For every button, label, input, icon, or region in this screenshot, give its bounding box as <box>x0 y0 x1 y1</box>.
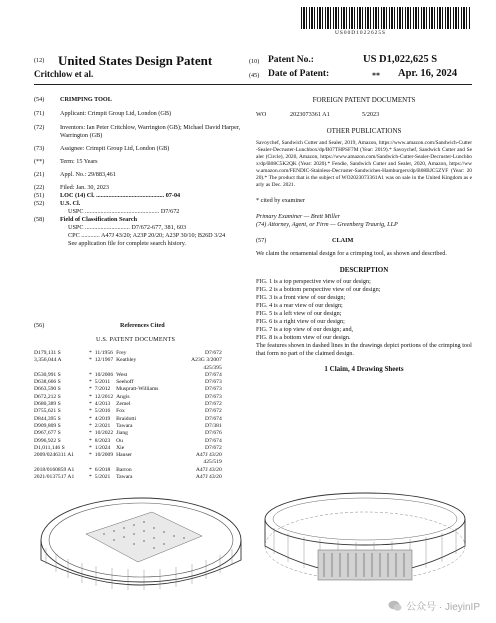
ref-star: * <box>89 408 92 415</box>
ref-name <box>116 459 191 466</box>
claims-summary: 1 Claim, 4 Drawing Sheets <box>324 365 404 373</box>
ref-name: Angis <box>116 393 130 400</box>
ref-star: * <box>89 474 92 481</box>
ref-date: 5/2011 <box>94 379 111 386</box>
ref-class: D7/673 <box>204 386 222 393</box>
figure-list <box>256 278 472 342</box>
other-publications: Savoychef, Sandwich Cutter and Sealer, 2019, Amazon, https://www.amazon.com/Sandwich-Cutter-Sealer-Decruster-Lunchbox/dp/B07THPSF7M (Year: 2019).* Savoychef, Sandwich Cutter and Sealer (Circle), 2020, Amazon, https://www.amazon.com/Sandwich-Cutter-Sealer-Decruster-Lunchbox/dp/B08C5K2QK (Year: 2020).* Fendie, Sandwich Cutter and Sealer, 2020, Amazon, https://www.amazon.com/FENDIC-Stainless-Decruster-Sandwiches-Hamburgers/dp/B08BJC5ZYF (Year: 2020).* The product that is the subject of WO2023073361A1 was on sale in the United Kingdom as early as Dec. 2021. <box>256 140 472 188</box>
field-51: (51) LOC (14) Cl. ............................................ 07-04 <box>34 192 181 199</box>
field-52-uspc: USPC ................................................ D7/672 <box>68 208 180 215</box>
refs-subtitle: U.S. PATENT DOCUMENTS <box>96 336 176 343</box>
ref-number: 3,356,044 A <box>34 357 62 364</box>
ref-number: D755,621 S <box>34 408 61 415</box>
ref-date <box>95 459 116 466</box>
date-stars: ** <box>372 71 380 80</box>
reference-row <box>34 394 225 401</box>
reference-row <box>34 365 225 372</box>
reference-row <box>34 386 225 393</box>
ref-name: Fox <box>116 408 125 415</box>
ref-date: 10/2022 <box>94 430 114 437</box>
ref-name: Barron <box>116 466 132 473</box>
ref-name: Jiang <box>116 430 128 437</box>
ref-star: * <box>89 444 92 451</box>
ref-date: 10/2006 <box>94 371 114 378</box>
fig-item: FIG. 6 is a right view of our design; <box>256 318 345 325</box>
field-term: (**) Term: 15 Years <box>34 158 98 165</box>
ref-star: * <box>89 401 92 408</box>
reference-row <box>34 452 225 459</box>
ref-class: A47J 43/20 <box>195 466 222 473</box>
ref-class: D7/672 <box>204 350 222 356</box>
dashed-lines-note: The features shown in dashed lines in the drawings depict portions of the crimping tool that form no part of the claimed design. <box>256 342 472 357</box>
ref-star: * <box>89 466 92 473</box>
date-label: Date of Patent: <box>268 69 330 79</box>
fig-item: FIG. 3 is a front view of our design; <box>256 294 346 301</box>
field-58-cpc: CPC ............ A47J 43/20; A23P 20/20; A23P 30/10; B26D 3/24 <box>68 232 226 239</box>
ref-star: * <box>89 452 92 459</box>
ref-date: 4/2019 <box>94 415 111 422</box>
ref-number: D179,131 S <box>34 350 61 356</box>
claim-text: We claim the ornamental design for a crimping tool, as shown and described. <box>256 250 447 257</box>
reference-row <box>34 467 225 474</box>
code-10: (10) <box>249 58 260 65</box>
ref-star: * <box>89 415 92 422</box>
code-12: (12) <box>34 57 45 64</box>
field-21: (21) Appl. No.: 29/883,461 <box>34 171 116 178</box>
patent-number: US D1,022,625 S <box>363 54 438 65</box>
ref-name: Braidotti <box>116 415 137 422</box>
ref-number: D967,677 S <box>34 430 61 437</box>
fig-item: FIG. 1 is a top perspective view of our design; <box>256 278 371 285</box>
ref-class: D7/673 <box>204 393 222 400</box>
field-58: (58) Field of Classification Search <box>34 216 138 223</box>
fig-item: FIG. 2 is a bottom perspective view of our design; <box>256 286 381 293</box>
field-58-uspc: USPC ............................. D7/672-677, 381, 603 <box>68 224 187 231</box>
patent-no-label: Patent No.: <box>268 55 314 65</box>
fig-item: FIG. 4 is a rear view of our design; <box>256 302 343 309</box>
ref-star: * <box>89 393 92 400</box>
foreign-row: WO 2023073361 A1 5/2023 <box>256 111 380 118</box>
ref-class: A47J 43/20 <box>195 452 222 459</box>
ref-date: 8/2023 <box>94 437 111 444</box>
ref-class: A23G 3/2007 <box>191 357 222 364</box>
ref-star: * <box>89 437 92 444</box>
reference-row <box>34 408 225 415</box>
ref-name: Zemel <box>116 401 131 408</box>
ref-star: * <box>89 371 92 378</box>
ref-date: 11/1956 <box>94 350 113 356</box>
reference-row <box>34 423 225 430</box>
refs-title: References Cited <box>120 322 165 329</box>
watermark-text: 公众号 · JieyinIP <box>406 602 480 613</box>
field-71: (71) Applicant: Crimpit Group Ltd, London (GB) <box>34 110 172 117</box>
ref-number: 2009/0246311 A1 <box>34 452 75 459</box>
ref-number: D996,922 S <box>34 437 61 444</box>
ref-number: 2018/0160859 A1 <box>34 466 75 473</box>
ref-number: D672,212 S <box>34 393 61 400</box>
field-58-note: See application file for complete search history. <box>68 240 186 247</box>
ref-date: 1/2024 <box>94 444 111 451</box>
code-45: (45) <box>249 72 260 79</box>
refs-code: (56) <box>34 322 45 329</box>
ref-date <box>95 365 116 372</box>
other-title: OTHER PUBLICATIONS <box>326 127 402 135</box>
ref-name: Ou <box>116 437 123 444</box>
reference-row <box>34 445 225 452</box>
ref-date: 6/2018 <box>94 466 111 473</box>
ref-class: A47J 43/20 <box>195 474 222 481</box>
chat-bubble-icon <box>388 600 402 612</box>
left-column <box>34 96 248 248</box>
ref-class: D7/672 <box>204 444 222 451</box>
ref-class: 425/395 <box>203 364 222 371</box>
reference-row <box>34 357 225 364</box>
ref-class: D7/672 <box>204 401 222 408</box>
document-title: United States Design Patent <box>58 53 213 68</box>
barcode-text: US00D1022625S <box>335 30 387 36</box>
fig-item: FIG. 8 is a bottom view of our design. <box>256 334 351 341</box>
claim-header: (57) CLAIM <box>256 237 354 244</box>
ref-date: 10/2009 <box>94 452 114 459</box>
patent-date: Apr. 16, 2024 <box>398 68 458 79</box>
ref-class: D7/381 <box>204 422 222 429</box>
reference-row <box>34 401 225 408</box>
field-52: (52) U.S. Cl. <box>34 200 81 207</box>
ref-number: D680,389 S <box>34 401 61 408</box>
reference-row <box>34 438 225 445</box>
ref-name: Hauser <box>116 452 132 459</box>
ref-number: D663,590 S <box>34 386 61 393</box>
ref-date: 5/2021 <box>94 474 111 481</box>
ref-name: Xie <box>116 444 125 451</box>
ref-date: 12/1967 <box>94 357 114 364</box>
references-table <box>34 350 225 481</box>
ref-date: 7/2012 <box>94 386 111 393</box>
ref-number: D909,809 S <box>34 422 61 429</box>
ref-number: D638,666 S <box>34 379 61 386</box>
foreign-title: FOREIGN PATENT DOCUMENTS <box>312 96 416 104</box>
header-rule <box>34 84 472 85</box>
ref-star: * <box>89 422 92 429</box>
ref-number: 2021/0137517 A1 <box>34 474 75 481</box>
ref-number: D844,395 S <box>34 415 61 422</box>
fig-item: FIG. 7 is a top view of our design; and, <box>256 326 354 333</box>
reference-row <box>34 430 225 437</box>
right-column <box>256 96 472 373</box>
ref-date: 2/2021 <box>94 422 111 429</box>
ref-star: * <box>89 430 92 437</box>
ref-number <box>34 459 89 466</box>
ref-name: Muspratt-Williams <box>116 386 159 393</box>
ref-name: West <box>116 371 128 378</box>
attorney: (74) Attorney, Agent, or Firm — Greenberg Traurig, LLP <box>256 221 398 228</box>
ref-class: D7/672 <box>204 408 222 415</box>
ref-date: 4/2013 <box>94 401 111 408</box>
ref-star: * <box>89 357 92 364</box>
description-title: DESCRIPTION <box>339 266 389 274</box>
ref-name: Frey <box>116 350 127 356</box>
reference-row <box>34 350 225 357</box>
cited-note: * cited by examiner <box>256 197 305 204</box>
ref-name: Keathley <box>116 357 137 364</box>
reference-row <box>34 474 225 481</box>
field-22: (22) Filed: Jan. 30, 2023 <box>34 184 109 191</box>
field-72: (72) Inventors: Ian Peter Critchlow, Warrington (GB); Michael David Harper, Warrington (GB) <box>34 124 241 139</box>
barcode <box>301 7 471 29</box>
reference-row <box>34 416 225 423</box>
inventors-short: Critchlow et al. <box>34 69 94 79</box>
ref-class: 425/519 <box>203 459 222 466</box>
ref-name: Seehoff <box>116 379 134 386</box>
ref-name: Tawara <box>116 474 133 481</box>
ref-name <box>116 365 191 372</box>
watermark <box>388 598 480 613</box>
field-73: (73) Assignee: Crimpit Group Ltd, London (GB) <box>34 145 170 152</box>
ref-class: D7/674 <box>204 415 222 422</box>
ref-number: D1,011,146 S <box>34 444 65 451</box>
primary-examiner: Primary Examiner — Brett Miller <box>256 213 340 220</box>
ref-star: * <box>89 379 92 386</box>
ref-class: D7/676 <box>204 430 222 437</box>
ref-star: * <box>89 350 92 356</box>
ref-date: 5/2016 <box>94 408 111 415</box>
fig-item: FIG. 5 is a left view of our design; <box>256 310 342 317</box>
figure-1-drawing <box>34 488 248 623</box>
ref-class: D7/674 <box>204 371 222 378</box>
field-54: (54) CRIMPING TOOL <box>34 96 112 103</box>
reference-row <box>34 459 225 466</box>
reference-row <box>34 379 225 386</box>
ref-number: D530,991 S <box>34 371 61 378</box>
ref-number <box>34 365 89 372</box>
ref-class: D7/674 <box>204 437 222 444</box>
ref-star: * <box>89 386 92 393</box>
ref-class: D7/673 <box>204 379 222 386</box>
ref-date: 12/2012 <box>94 393 114 400</box>
ref-name: Tawara <box>116 422 133 429</box>
